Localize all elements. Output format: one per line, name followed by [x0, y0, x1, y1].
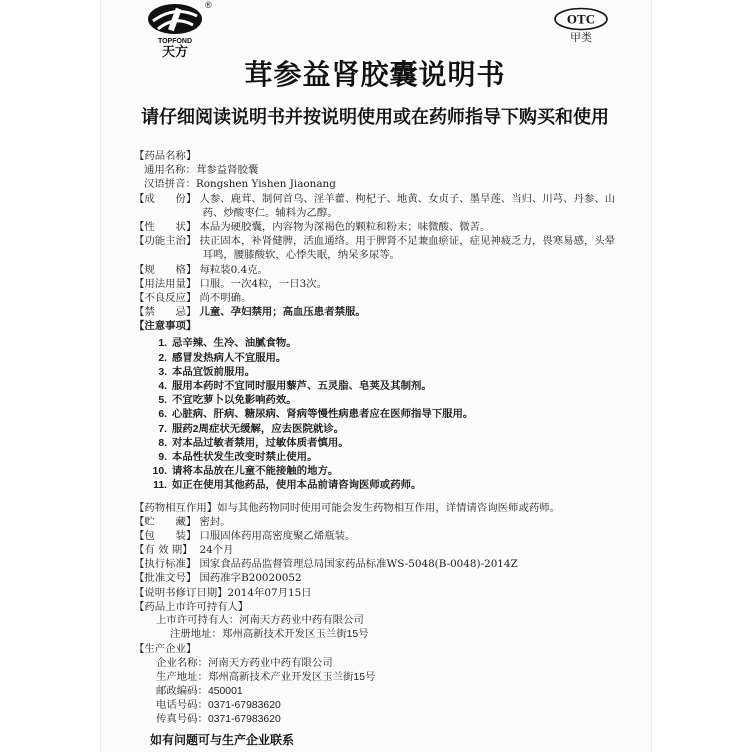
list-item	[134, 380, 624, 394]
adverse-reactions-value: 尚不明确。	[199, 291, 252, 304]
item-number: 11.	[153, 480, 167, 492]
list-item	[134, 451, 624, 465]
list-item	[134, 437, 624, 451]
section-adverse-reactions	[134, 291, 624, 305]
item-text: 如正在使用其他药品，使用本品前请咨询医师或药师。	[172, 480, 422, 492]
production-address-value: 郑州高新技术产业开发区玉兰街15号	[207, 671, 376, 683]
section-label: 【包 装】	[134, 529, 197, 542]
item-number: 7.	[158, 423, 167, 435]
ingredients-continuation	[134, 206, 624, 220]
section-label: 【注意事项】	[134, 321, 197, 333]
item-text: 服用本药时不宜同时服用藜芦、五灵脂、皂荚及其制剂。	[172, 381, 432, 392]
item-number: 5.	[158, 395, 167, 407]
contraindications-value: 儿童、孕妇禁用；高血压患者禁服。	[199, 307, 366, 319]
packaging-value: 口服固体药用高密度聚乙烯瓶装。	[199, 529, 356, 542]
field-label: 注册地址：	[170, 629, 222, 641]
item-number: 2.	[158, 352, 167, 364]
holder-value: 河南天方药业中药有限公司	[239, 615, 364, 626]
section-dosage	[134, 277, 624, 291]
indications-line: 耳鸣，腰膝酸软，心悸失眠，纳呆多尿等。	[202, 249, 401, 262]
storage-value: 密封。	[199, 515, 231, 528]
section-label: 【用法用量】	[134, 277, 197, 290]
registered-address-value: 郑州高新技术开发区玉兰街15号	[221, 629, 369, 641]
pinyin-row	[134, 177, 624, 191]
item-text: 服药2周症状无缓解，应去医院就诊。	[172, 423, 345, 435]
list-item	[134, 423, 624, 437]
section-manufacturer	[134, 642, 624, 656]
phone-value: 0371-67983620	[207, 700, 281, 712]
otc-mark: OTC	[566, 11, 596, 27]
section-standard	[134, 557, 624, 571]
field-label: 企业名称：	[156, 657, 208, 669]
section-revision-date	[134, 586, 624, 600]
field-label: 上市许可持有人：	[156, 615, 240, 626]
section-label: 【批准文号】	[134, 572, 197, 585]
list-item	[134, 337, 624, 351]
document-title: 茸参益肾胶囊说明书	[244, 59, 506, 90]
section-label: 【执行标准】	[134, 558, 197, 571]
section-contraindications	[134, 305, 624, 319]
field-label: 汉语拼音：	[144, 178, 196, 191]
interactions-value: 如与其他药物同时使用可能会发生药物相互作用，详情请咨询医师或药师。	[217, 501, 561, 514]
item-text: 请将本品放在儿童不能接触的地方。	[172, 466, 339, 478]
item-number: 8.	[158, 437, 167, 449]
item-number: 6.	[158, 409, 167, 421]
item-text: 感冒发热病人不宜服用。	[172, 352, 287, 364]
indications-continuation	[134, 248, 624, 262]
item-text: 对本品过敏者禁用，过敏体质者慎用。	[172, 437, 349, 449]
section-approval-number	[134, 571, 624, 585]
list-item	[134, 408, 624, 422]
postal-code-value: 450001	[207, 685, 243, 697]
section-label: 【禁 忌】	[134, 306, 197, 319]
section-indications	[134, 234, 624, 248]
specification-value: 每粒装0.4克。	[199, 263, 268, 276]
ingredients-line: 药、炒酸枣仁。辅料为乙醇。	[202, 206, 338, 219]
company-name-value: 河南天方药业中药有限公司	[207, 657, 333, 669]
company-name-row	[134, 657, 624, 671]
section-label: 【性 状】	[134, 220, 197, 233]
registered-mark: ®	[205, 0, 212, 10]
field-label: 传真号码：	[156, 714, 208, 726]
section-label: 【成 份】	[134, 192, 197, 205]
section-label: 【功能主治】	[134, 235, 197, 248]
section-label: 【规 格】	[134, 263, 197, 276]
list-item	[134, 465, 624, 479]
logo-brand-en: TOPFOND	[157, 38, 193, 45]
section-ingredients	[134, 192, 624, 206]
item-number: 4.	[158, 381, 167, 392]
fax-value: 0371-67983620	[207, 714, 281, 726]
lower-sections	[134, 501, 624, 728]
otc-badge	[553, 7, 609, 31]
section-drug-name	[134, 149, 624, 163]
list-item	[134, 352, 624, 366]
field-label: 通用名称：	[144, 164, 196, 177]
item-number: 3.	[158, 366, 167, 378]
indications-line: 扶正固本，补肾健脾，活血通络。用于脾肾不足兼血瘀证，症见神疲乏力，畏寒易感，头晕	[199, 235, 616, 248]
ingredients-line: 人参、鹿茸、制何首乌、淫羊藿、枸杞子、地黄、女贞子、墨旱莲、当归、川芎、丹参、山	[199, 192, 616, 205]
dosage-value: 口服。一次4粒，一日3次。	[199, 277, 328, 290]
item-text: 本品宜饭前服用。	[172, 366, 256, 378]
otc-category: 甲类	[570, 31, 592, 44]
standard-value: 国家食品药品监督管理总局国家药品标准WS-5048(B-0048)-2014Z	[199, 558, 518, 571]
list-item	[134, 479, 624, 493]
section-label: 【药品上市许可持有人】	[134, 600, 249, 613]
description-value: 本品为硬胶囊，内容物为深褐色的颗粒和粉末；味微酸、微苦。	[199, 220, 491, 233]
section-shelf-life	[134, 543, 624, 557]
section-label: 【生产企业】	[134, 643, 197, 656]
registered-address-row	[134, 628, 624, 642]
holder-row	[134, 614, 624, 628]
section-storage	[134, 515, 624, 529]
fax-row	[134, 713, 624, 727]
pinyin-value: Rongshen Yishen Jiaonang	[195, 178, 336, 191]
contact-note: 如有问题可与生产企业联系	[150, 732, 295, 747]
logo-brand-cn: 天方	[161, 44, 189, 58]
generic-name-row	[134, 163, 624, 177]
item-number: 10.	[152, 466, 167, 478]
approval-number-value: 国药准字B20020052	[199, 572, 302, 585]
field-label: 电话号码：	[156, 700, 208, 712]
phone-row	[134, 699, 624, 713]
section-label: 【药品名称】	[134, 150, 197, 162]
leaflet-body	[134, 149, 624, 747]
production-address-row	[134, 671, 624, 685]
item-text: 心脏病、肝病、糖尿病、肾病等慢性病患者应在医师指导下服用。	[172, 409, 474, 421]
section-specification	[134, 263, 624, 277]
item-text: 忌辛辣、生冷、油腻食物。	[172, 338, 297, 350]
item-text: 本品性状发生改变时禁止使用。	[172, 451, 318, 463]
section-label: 【不良反应】	[134, 291, 197, 304]
item-text: 不宜吃萝卜以免影响药效。	[172, 395, 297, 407]
section-description	[134, 220, 624, 234]
section-label: 【说明书修订日期】	[134, 586, 228, 599]
item-number: 9.	[158, 451, 167, 463]
precautions-list	[134, 337, 624, 493]
section-marketing-authorization-holder	[134, 600, 624, 614]
section-interactions	[134, 501, 624, 515]
section-label: 【药物相互作用】	[134, 501, 218, 514]
list-item	[134, 366, 624, 380]
section-precautions	[134, 319, 624, 333]
document-subtitle: 请仔细阅读说明书并按说明使用或在药师指导下购买和使用	[141, 107, 609, 127]
generic-name-value: 茸参益肾胶囊	[195, 164, 259, 177]
list-item	[134, 394, 624, 408]
section-packaging	[134, 529, 624, 543]
field-label: 邮政编码：	[156, 685, 208, 697]
section-label: 【有 效 期】	[134, 544, 193, 557]
company-logo	[144, 2, 206, 58]
postal-code-row	[134, 685, 624, 699]
item-number: 1.	[158, 338, 167, 350]
section-label: 【贮 藏】	[134, 515, 197, 528]
revision-date-value: 2014年07月15日	[227, 586, 312, 599]
shelf-life-value: 24个月	[199, 544, 234, 557]
field-label: 生产地址：	[156, 671, 208, 683]
